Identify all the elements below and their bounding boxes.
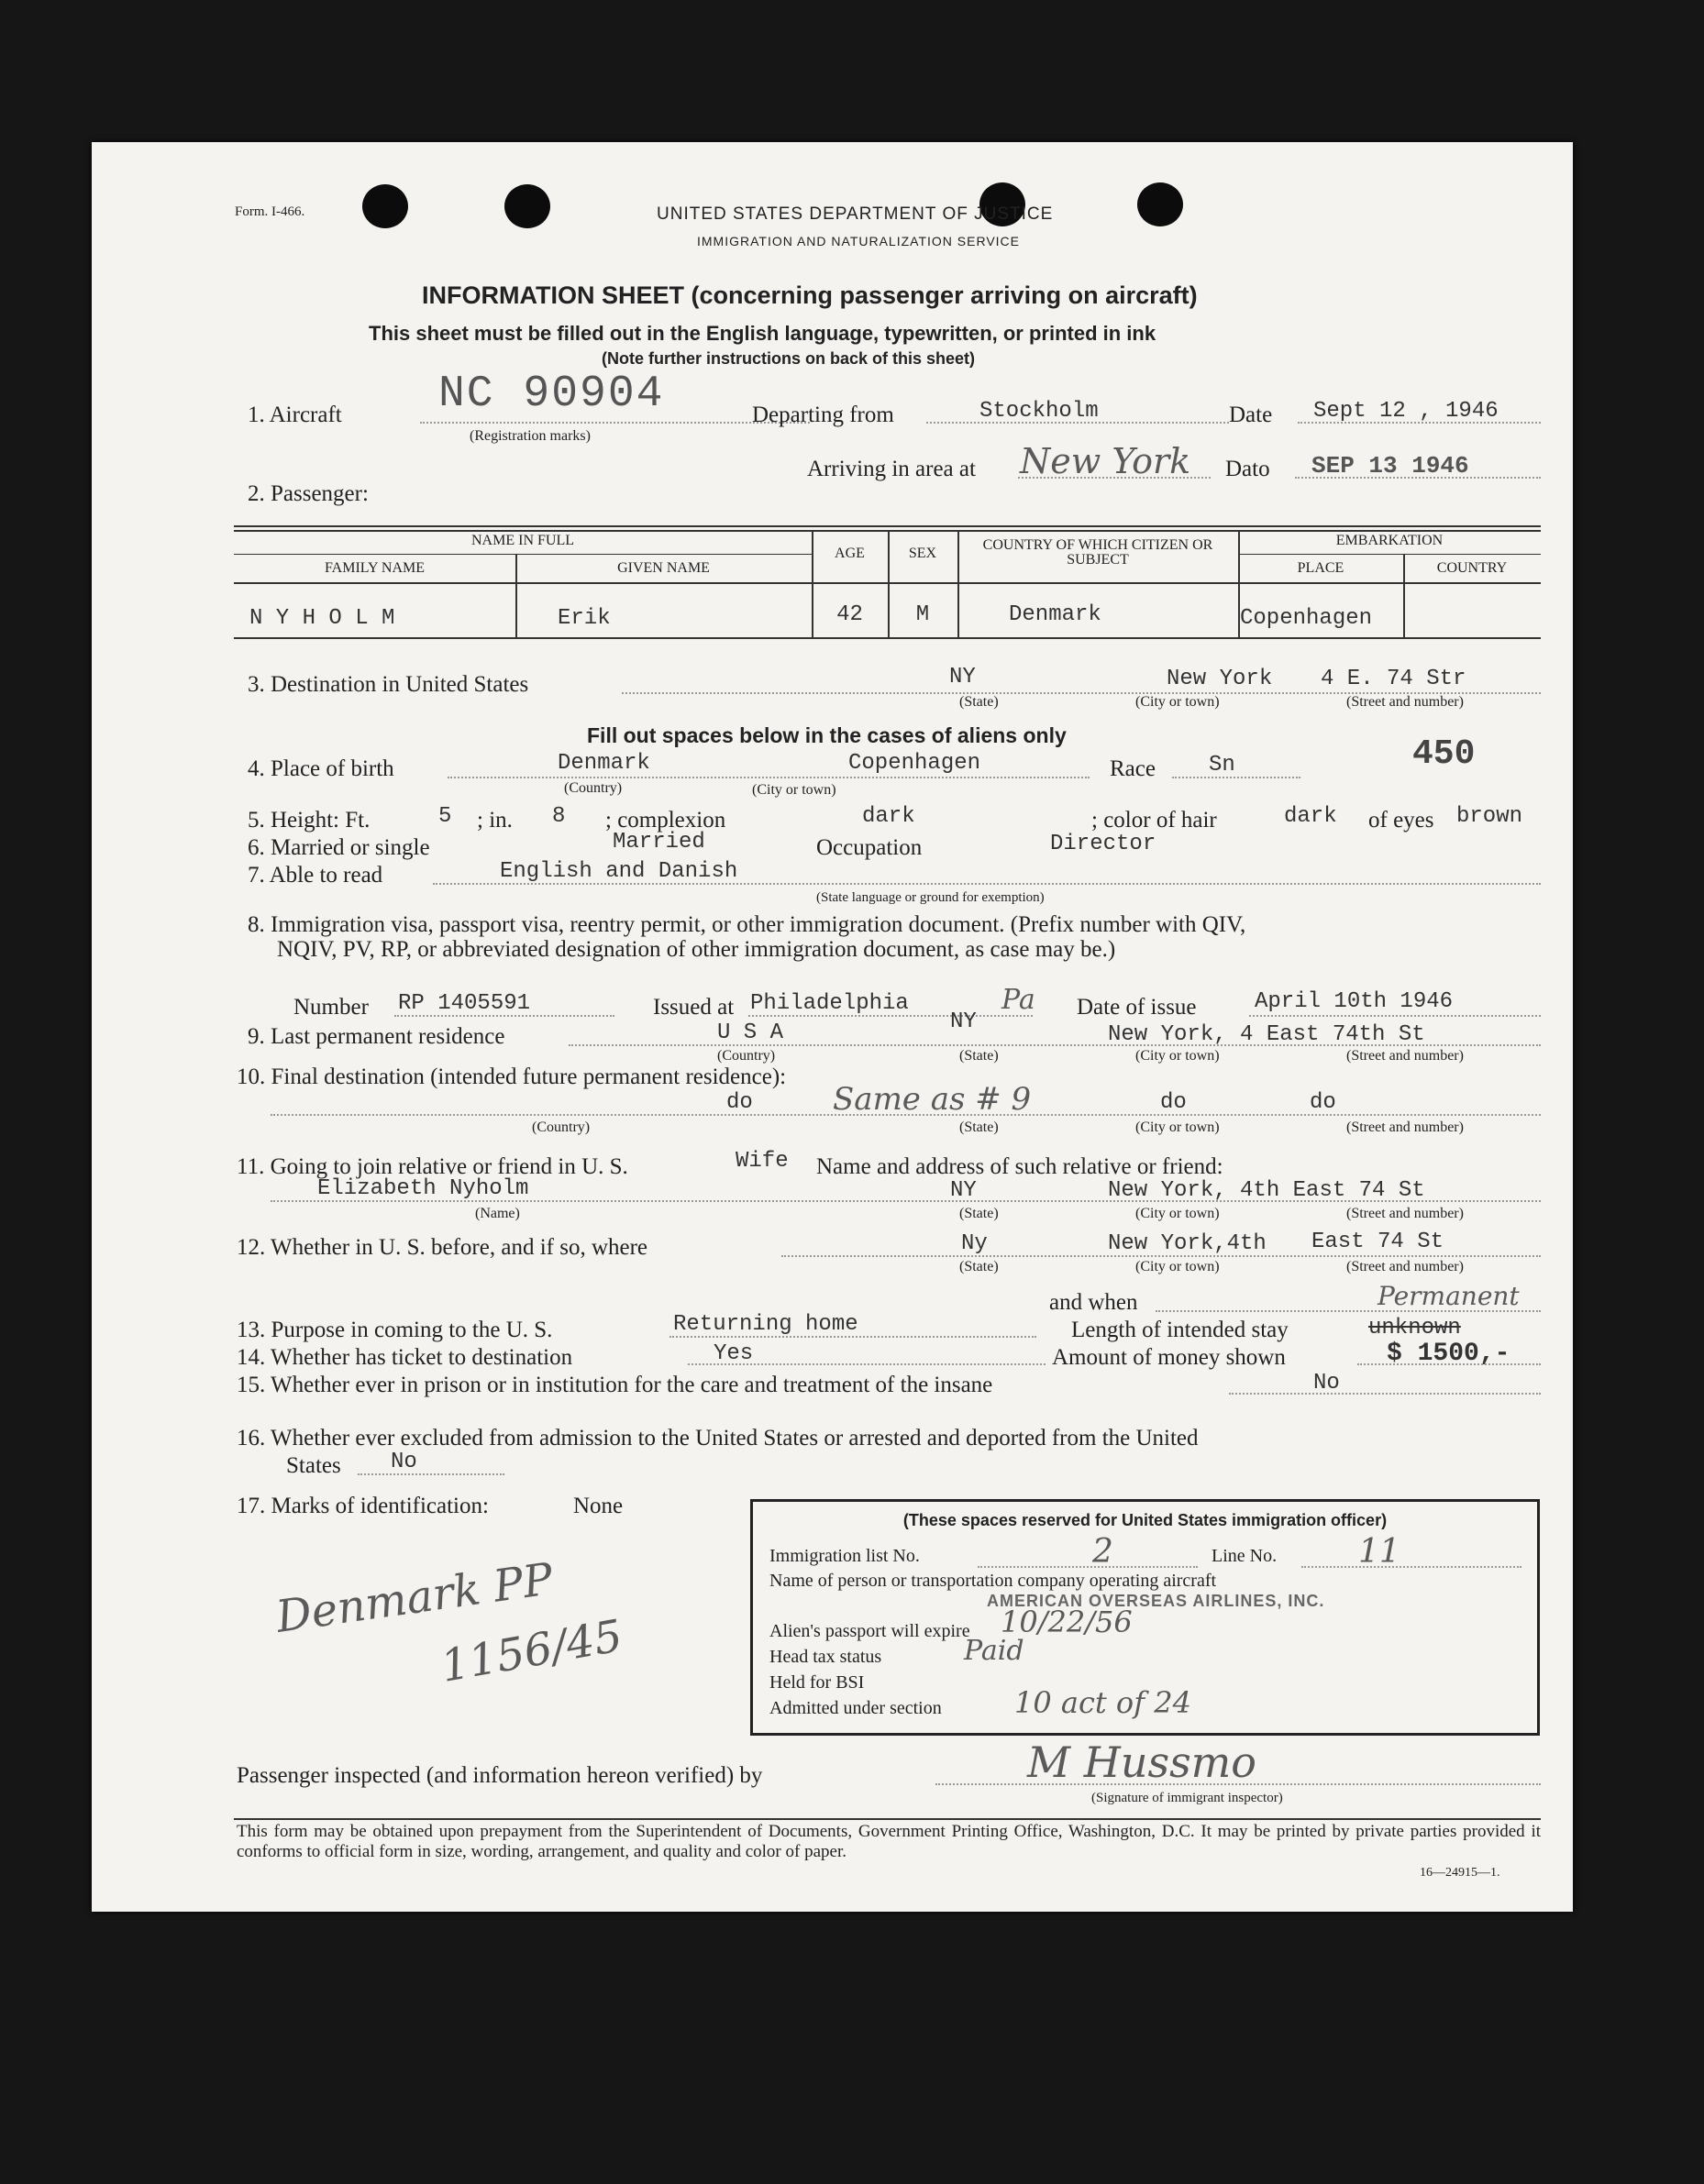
punch-hole	[362, 184, 408, 228]
arrival-date-label: Dato	[1225, 457, 1270, 481]
residence-label: 9. Last permanent residence	[248, 1024, 505, 1049]
relative-name-label: Name and address of such relative or friend:	[816, 1154, 1223, 1179]
occupation-label: Occupation	[816, 835, 923, 860]
age-header: AGE	[835, 546, 865, 561]
arrival-date-stamp: SEP 13 1946	[1311, 452, 1469, 480]
officer-heading: (These spaces reserved for United States immigration officer)	[902, 1511, 1388, 1529]
officer-box	[750, 1499, 1540, 1736]
page-title: INFORMATION SHEET (concerning passenger arriving on aircraft)	[422, 281, 1198, 309]
aliens-heading: Fill out spaces below in the cases of aliens only	[587, 723, 1067, 747]
arriving-value: New York	[1020, 441, 1191, 481]
destination-city-caption: (City or town)	[1135, 694, 1220, 710]
final-country-caption: (Country)	[532, 1120, 591, 1135]
marks-value: None	[573, 1494, 624, 1518]
list-label: Immigration list No.	[769, 1546, 920, 1566]
final-city-caption: (City or town)	[1135, 1120, 1220, 1135]
destination-label: 3. Destination in United States	[248, 672, 529, 697]
destination-state-caption: (State)	[959, 694, 999, 710]
hair-value: dark	[1284, 804, 1337, 829]
married-value: Married	[613, 830, 705, 855]
birth-label: 4. Place of birth	[248, 756, 394, 781]
occupation-value: Director	[1050, 832, 1156, 856]
given-name-header: GIVEN NAME	[617, 560, 710, 576]
read-value: English and Danish	[500, 859, 738, 884]
inspection-caption: (Signature of immigrant inspector)	[1091, 1791, 1283, 1805]
money-label: Amount of money shown	[1052, 1345, 1286, 1370]
issued-hand: Pa	[1001, 984, 1035, 1016]
final-hand: Same as # 9	[833, 1081, 1032, 1118]
ticket-label: 14. Whether has ticket to destination	[237, 1345, 573, 1370]
relative-name: Elizabeth Nyholm	[317, 1176, 529, 1201]
race-label: Race	[1110, 756, 1156, 781]
list-value: 2	[1092, 1533, 1113, 1571]
relative-name-caption: (Name)	[475, 1206, 520, 1221]
stamp-number: 450	[1412, 734, 1476, 774]
name-in-full-header: NAME IN FULL	[471, 533, 574, 548]
final-country: do	[726, 1090, 753, 1115]
destination-state: NY	[949, 665, 976, 689]
eyes-value: brown	[1456, 804, 1523, 829]
complexion-value: dark	[862, 804, 915, 829]
height-label: 5. Height: Ft.	[248, 808, 371, 833]
registration-caption: (Registration marks)	[470, 428, 591, 444]
footer-text: This form may be obtained upon prepayment from the Superintendent of Documents, Government Printing Office, Washington, D.C. It may be printed by private parties provided it conforms to official form in size, wording, arrangement, and quality and color of paper.	[237, 1822, 1541, 1861]
passport-label: Alien's passport will expire	[769, 1621, 970, 1641]
service-heading: IMMIGRATION AND NATURALIZATION SERVICE	[697, 234, 1020, 248]
instruction: This sheet must be filled out in the English language, typewritten, or printed in ink	[369, 322, 1156, 345]
height-in: 8	[552, 804, 566, 829]
age-value: 42	[836, 602, 863, 627]
relative-relation: Wife	[736, 1149, 789, 1174]
punch-hole	[504, 184, 550, 228]
emb-place-value: Copenhagen	[1240, 606, 1373, 631]
punch-hole	[1137, 182, 1183, 226]
final-destination-label: 10. Final destination (intended future permanent residence):	[237, 1064, 787, 1089]
before-state-caption: (State)	[959, 1259, 999, 1274]
before-street: East 74 St	[1311, 1230, 1444, 1254]
print-code: 16—24915—1.	[1420, 1866, 1500, 1880]
aircraft-label: 1. Aircraft	[248, 403, 342, 427]
back-note: (Note further instructions on back of this sheet)	[602, 349, 976, 368]
relative-state-caption: (State)	[959, 1206, 999, 1221]
residence-state: NY	[950, 1009, 977, 1034]
emb-country-header: COUNTRY	[1436, 560, 1508, 576]
purpose-label: 13. Purpose in coming to the U. S.	[237, 1318, 553, 1342]
ticket-value: Yes	[714, 1341, 754, 1366]
final-street-caption: (Street and number)	[1346, 1120, 1464, 1135]
residence-state-caption: (State)	[959, 1048, 999, 1064]
stay-value: unknown	[1368, 1316, 1461, 1340]
place-header: PLACE	[1297, 560, 1344, 576]
before-street-caption: (Street and number)	[1346, 1259, 1464, 1274]
residence-city-caption: (City or town)	[1135, 1048, 1220, 1064]
money-value: $ 1500,-	[1387, 1340, 1510, 1368]
before-state: Ny	[961, 1231, 988, 1256]
line-value: 11	[1358, 1533, 1400, 1571]
birth-country-caption: (Country)	[564, 780, 623, 796]
height-in-label: ; in.	[477, 808, 513, 833]
complexion-label: ; complexion	[605, 808, 726, 833]
excluded-label-line1: 16. Whether ever excluded from admission to the United States or arrested and deported from the United	[237, 1426, 1199, 1450]
birth-country: Denmark	[558, 751, 650, 776]
sex-header: SEX	[908, 546, 937, 561]
date-label: Date	[1229, 403, 1273, 427]
read-caption: (State language or ground for exemption)	[816, 890, 1045, 905]
read-label: 7. Able to read	[248, 863, 383, 888]
birth-city-caption: (City or town)	[752, 782, 836, 798]
prison-label: 15. Whether ever in prison or in institution for the care and treatment of the insane	[237, 1373, 993, 1397]
final-city: do	[1160, 1090, 1187, 1115]
residence-city-street: New York, 4 East 74th St	[1108, 1022, 1425, 1047]
embarkation-header: EMBARKATION	[1335, 533, 1444, 548]
doc-number-value: RP 1405591	[398, 991, 531, 1016]
departing-label: Departing from	[752, 403, 894, 427]
relative-label: 11. Going to join relative or friend in U. S.	[237, 1154, 628, 1179]
relative-street-caption: (Street and number)	[1346, 1206, 1464, 1221]
bsi-label: Held for BSI	[769, 1672, 865, 1693]
residence-country: U S A	[717, 1020, 784, 1045]
family-name-value: N Y H O L M	[249, 606, 395, 631]
inspection-label: Passenger inspected (and information hereon verified) by	[237, 1763, 763, 1788]
before-when-label: and when	[1049, 1290, 1138, 1315]
relative-city-street: New York, 4th East 74 St	[1108, 1178, 1425, 1203]
company-label: Name of person or transportation company operating aircraft	[769, 1571, 1217, 1591]
destination-street-caption: (Street and number)	[1346, 694, 1464, 710]
relative-state: NY	[950, 1178, 977, 1203]
document-label-line2: NQIV, PV, RP, or abbreviated designation of other immigration document, as case may be.)	[277, 937, 1116, 962]
before-city: New York,4th	[1108, 1231, 1267, 1256]
inspector-signature: M Hussmo	[1027, 1737, 1256, 1787]
stay-label: Length of intended stay	[1071, 1318, 1289, 1342]
prison-value: No	[1313, 1371, 1340, 1395]
destination-street: 4 E. 74 Str	[1321, 667, 1466, 691]
family-name-header: FAMILY NAME	[324, 560, 426, 576]
before-label: 12. Whether in U. S. before, and if so, where	[237, 1235, 648, 1260]
given-name-value: Erik	[558, 606, 611, 631]
residence-street-caption: (Street and number)	[1346, 1048, 1464, 1064]
doc-number-label: Number	[293, 995, 369, 1020]
arriving-label: Arriving in area at	[807, 457, 976, 481]
hair-label: ; color of hair	[1091, 808, 1217, 833]
citizen-value: Denmark	[1009, 602, 1101, 627]
date-value: Sept 12 , 1946	[1313, 399, 1499, 424]
race-value: Sn	[1209, 753, 1235, 778]
eyes-label: of eyes	[1368, 808, 1434, 833]
issued-label: Issued at	[653, 995, 735, 1020]
relative-city-caption: (City or town)	[1135, 1206, 1220, 1221]
admitted-value: 10 act of 24	[1014, 1685, 1191, 1720]
marks-hand-line1: Denmark PP	[272, 1553, 557, 1643]
before-city-caption: (City or town)	[1135, 1259, 1220, 1274]
country-header: COUNTRY OF WHICH CITIZEN OR SUBJECT	[982, 537, 1213, 568]
department-heading: UNITED STATES DEPARTMENT OF JUSTICE	[657, 204, 1054, 224]
passenger-label: 2. Passenger:	[248, 481, 369, 506]
form-sheet	[92, 142, 1573, 1912]
form-number: Form. I-466.	[235, 204, 305, 219]
residence-country-caption: (Country)	[717, 1048, 776, 1064]
head-tax-value: Paid	[964, 1635, 1024, 1667]
birth-city: Copenhagen	[848, 751, 981, 776]
final-state-caption: (State)	[959, 1120, 999, 1135]
purpose-value: Returning home	[673, 1312, 858, 1337]
stay-hand: Permanent	[1378, 1281, 1520, 1311]
excluded-value: No	[391, 1450, 417, 1474]
line-label: Line No.	[1212, 1546, 1278, 1566]
final-street: do	[1310, 1090, 1336, 1115]
departing-value: Stockholm	[979, 399, 1099, 424]
height-ft: 5	[438, 804, 452, 829]
admitted-label: Admitted under section	[769, 1698, 942, 1718]
sex-value: M	[915, 602, 930, 627]
marks-hand-line2: 1156/45	[437, 1610, 626, 1693]
document-label-line1: 8. Immigration visa, passport visa, reentry permit, or other immigration document. (Prefix number with QIV,	[248, 912, 1246, 937]
excluded-label-line2: States	[286, 1453, 341, 1478]
issue-date-value: April 10th 1946	[1255, 989, 1454, 1014]
issue-date-label: Date of issue	[1077, 995, 1197, 1020]
destination-city: New York	[1167, 667, 1273, 691]
marks-label: 17. Marks of identification:	[237, 1494, 489, 1518]
issued-value: Philadelphia	[750, 991, 909, 1016]
passport-value: 10/22/56	[1001, 1605, 1133, 1639]
married-label: 6. Married or single	[248, 835, 430, 860]
registration-stamp: NC 90904	[438, 370, 665, 419]
company-stamp: AMERICAN OVERSEAS AIRLINES, INC.	[987, 1592, 1325, 1610]
head-tax-label: Head tax status	[769, 1647, 882, 1667]
